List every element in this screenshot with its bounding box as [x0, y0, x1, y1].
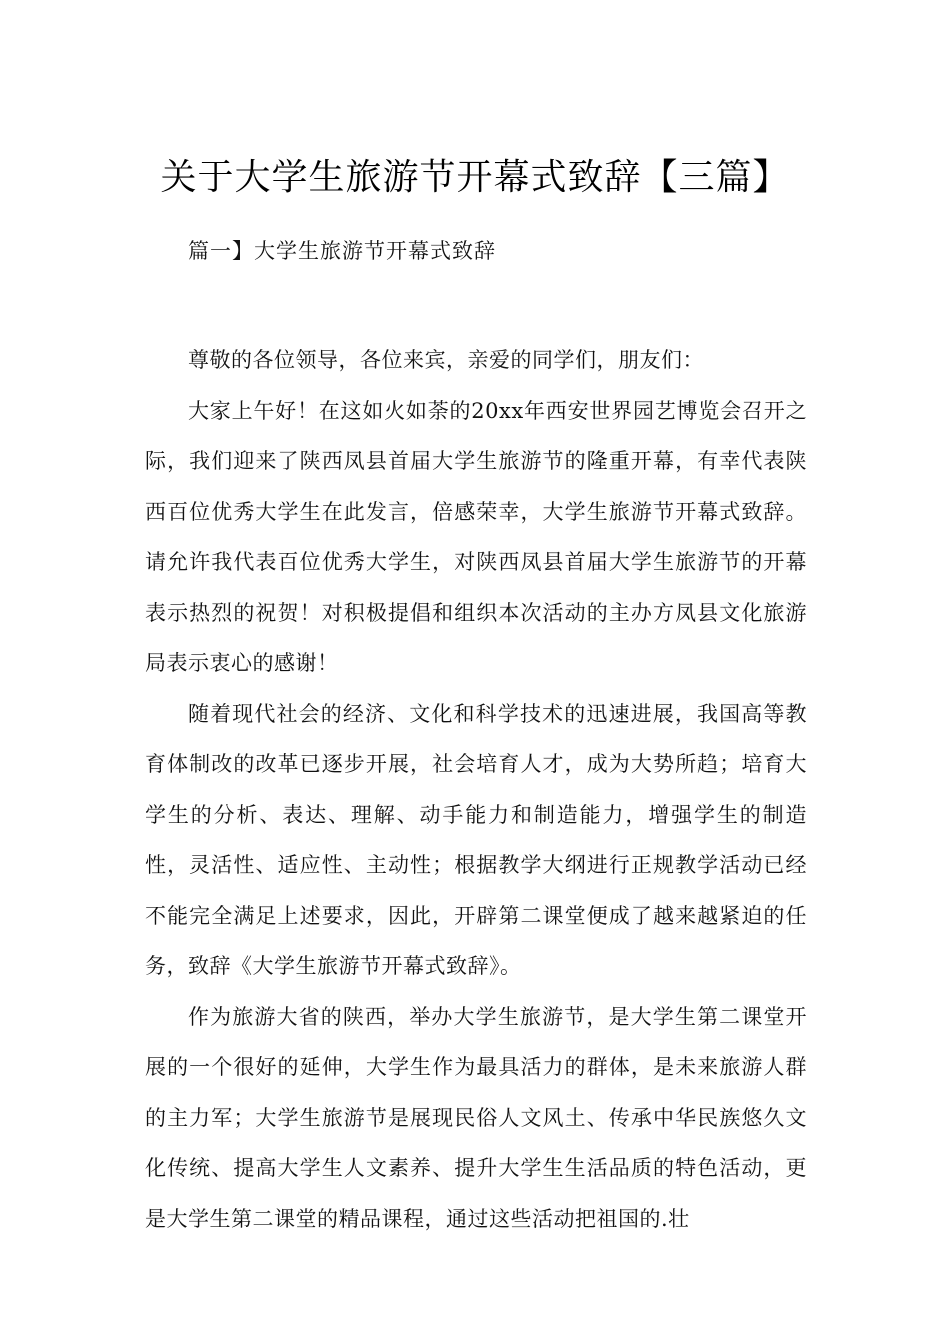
paragraph-greeting: 尊敬的各位领导，各位来宾，亲爱的同学们，朋友们： — [188, 348, 704, 372]
paragraph-opening: 大家上午好！在这如火如荼的20xx年西安世界园艺博览会召开之际，我们迎来了陕西凤县首届大学生旅游节的隆重开幕，有幸代表陕西百位优秀大学生在此发言，倍感荣幸，大学生旅游节开幕式致辞。请允许我代表百位优秀大学生，对陕西凤县首届大学生旅游节的开幕表示热烈的祝贺！对积极提倡和组织本次活动的主办方凤县文化旅游局表示衷心的感谢！ — [145, 398, 807, 675]
document-title: 关于大学生旅游节开幕式致辞【三篇】 — [160, 157, 790, 199]
paragraph-tourism: 作为旅游大省的陕西，举办大学生旅游节，是大学生第二课堂开展的一个很好的延伸，大学生作为最具活力的群体，是未来旅游人群的主力军；大学生旅游节是展现民俗人文风土、传承中华民族悠久文化传统、提高大学生人文素养、提升大学生生活品质的特色活动，更是大学生第二课堂的精品课程，通过这些活动把祖国的.壮 — [145, 1004, 807, 1231]
paragraph-education: 随着现代社会的经济、文化和科学技术的迅速进展，我国高等教育体制改的改革已逐步开展，社会培育人才，成为大势所趋；培育大学生的分析、表达、理解、动手能力和制造能力，增强学生的制造性，灵活性、适应性、主动性；根据教学大纲进行正规教学活动已经不能完全满足上述要求，因此，开辟第二课堂便成了越来越紧迫的任务，致辞《大学生旅游节开幕式致辞》。 — [145, 701, 807, 978]
document-body — [145, 335, 807, 1244]
section-heading: 篇一】大学生旅游节开幕式致辞 — [188, 239, 496, 263]
